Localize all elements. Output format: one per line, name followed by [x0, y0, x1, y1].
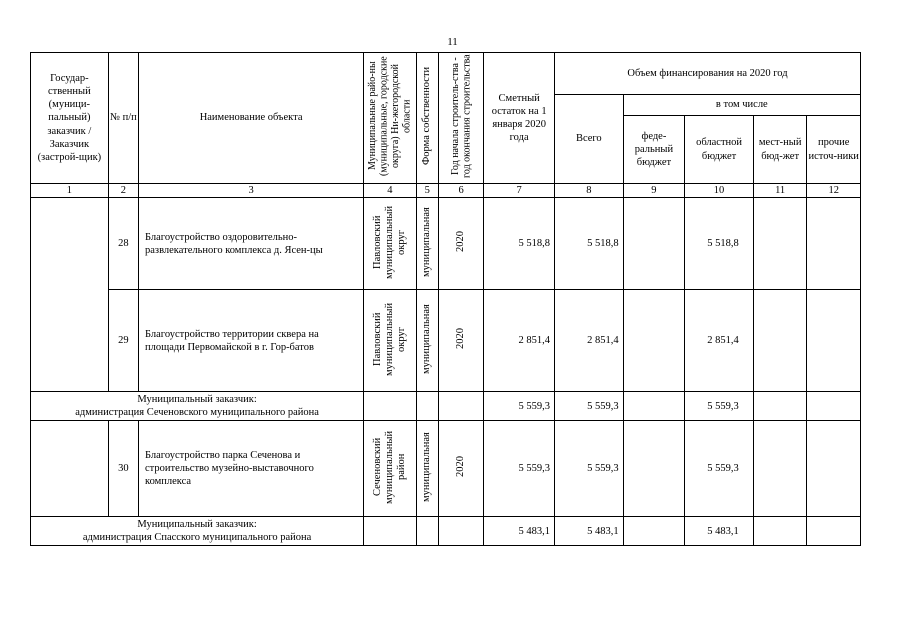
year-cell: 2020 — [438, 290, 483, 392]
year-cell: 2020 — [438, 198, 483, 290]
other-cell — [807, 421, 861, 517]
col-num: 9 — [623, 184, 685, 198]
empty-cell — [364, 517, 417, 546]
col-num: 2 — [108, 184, 138, 198]
financing-table — [30, 52, 861, 546]
object-name: Благоустройство парка Сеченова и строительство музейно-выставочного комплекса — [139, 421, 364, 517]
summary-row — [31, 392, 861, 421]
total-cell: 5 559,3 — [554, 392, 623, 421]
other-cell — [807, 290, 861, 392]
district-cell: Павловский муниципальный округ — [364, 290, 417, 392]
header-years: Год начала строитель-ства - год окончания строительства — [438, 53, 483, 184]
total-cell: 2 851,4 — [554, 290, 623, 392]
other-cell — [807, 517, 861, 546]
estimate-cell: 5 518,8 — [484, 198, 555, 290]
row-no: 28 — [108, 198, 138, 290]
header-object-name: Наименование объекта — [139, 53, 364, 184]
estimate-cell: 5 483,1 — [484, 517, 555, 546]
regional-cell: 5 483,1 — [685, 517, 754, 546]
local-cell — [753, 198, 807, 290]
col-num: 5 — [416, 184, 438, 198]
total-cell: 5 518,8 — [554, 198, 623, 290]
header-row-1 — [31, 53, 861, 95]
ownership-cell: муниципальная — [416, 421, 438, 517]
column-number-row — [31, 184, 861, 198]
district-cell: Павловский муниципальный округ — [364, 198, 417, 290]
regional-cell: 5 518,8 — [685, 198, 754, 290]
row-no: 29 — [108, 290, 138, 392]
summary-row — [31, 517, 861, 546]
header-including: в том числе — [623, 95, 860, 116]
header-no: № п/п — [108, 53, 138, 184]
estimate-cell: 5 559,3 — [484, 421, 555, 517]
regional-cell: 2 851,4 — [685, 290, 754, 392]
page-number: 11 — [447, 36, 458, 48]
header-district: Муниципальные райо-ны (муниципальные, городские округа) Ни-жегородской области — [364, 53, 417, 184]
col-num: 3 — [139, 184, 364, 198]
object-name: Благоустройство оздоровительно-развлекательного комплекса д. Ясен-цы — [139, 198, 364, 290]
table-row — [31, 198, 861, 290]
empty-cell — [438, 517, 483, 546]
federal-cell — [623, 517, 685, 546]
header-federal: феде-ральный бюджет — [623, 116, 685, 184]
table-row — [31, 421, 861, 517]
col-num: 8 — [554, 184, 623, 198]
header-ownership: Форма собственности — [416, 53, 438, 184]
empty-cell — [364, 392, 417, 421]
local-cell — [753, 517, 807, 546]
col-num: 1 — [31, 184, 109, 198]
district-cell: Сеченовский муниципальный район — [364, 421, 417, 517]
other-cell — [807, 198, 861, 290]
federal-cell — [623, 392, 685, 421]
row-no: 30 — [108, 421, 138, 517]
header-estimate: Сметный остаток на 1 января 2020 года — [484, 53, 555, 184]
total-cell: 5 483,1 — [554, 517, 623, 546]
col-num: 6 — [438, 184, 483, 198]
header-regional: областной бюджет — [685, 116, 754, 184]
header-customer: Государ-ственный (муници-пальный) заказчик / Заказчик (застрой-щик) — [31, 53, 109, 184]
year-cell: 2020 — [438, 421, 483, 517]
summary-label: Муниципальный заказчик: администрация Сеченовского муниципального района — [31, 392, 364, 421]
local-cell — [753, 392, 807, 421]
col-num: 12 — [807, 184, 861, 198]
local-cell — [753, 421, 807, 517]
header-local: мест-ный бюд-жет — [753, 116, 807, 184]
estimate-cell: 5 559,3 — [484, 392, 555, 421]
federal-cell — [623, 290, 685, 392]
empty-cell — [416, 392, 438, 421]
header-other: прочие источ-ники — [807, 116, 861, 184]
header-total: Всего — [554, 95, 623, 184]
regional-cell: 5 559,3 — [685, 392, 754, 421]
col-num: 11 — [753, 184, 807, 198]
ownership-cell: муниципальная — [416, 198, 438, 290]
header-funding: Объем финансирования на 2020 год — [554, 53, 860, 95]
summary-label: Муниципальный заказчик: администрация Спасского муниципального района — [31, 517, 364, 546]
ownership-cell: муниципальная — [416, 290, 438, 392]
other-cell — [807, 392, 861, 421]
regional-cell: 5 559,3 — [685, 421, 754, 517]
federal-cell — [623, 198, 685, 290]
estimate-cell: 2 851,4 — [484, 290, 555, 392]
empty-cell — [416, 517, 438, 546]
empty-cell — [438, 392, 483, 421]
local-cell — [753, 290, 807, 392]
federal-cell — [623, 421, 685, 517]
col-num: 10 — [685, 184, 754, 198]
total-cell: 5 559,3 — [554, 421, 623, 517]
object-name: Благоустройство территории сквера на площади Первомайской в г. Гор-батов — [139, 290, 364, 392]
col-num: 4 — [364, 184, 417, 198]
col-num: 7 — [484, 184, 555, 198]
customer-cell-empty — [31, 198, 109, 392]
table-row — [31, 290, 861, 392]
customer-cell-empty — [31, 421, 109, 517]
